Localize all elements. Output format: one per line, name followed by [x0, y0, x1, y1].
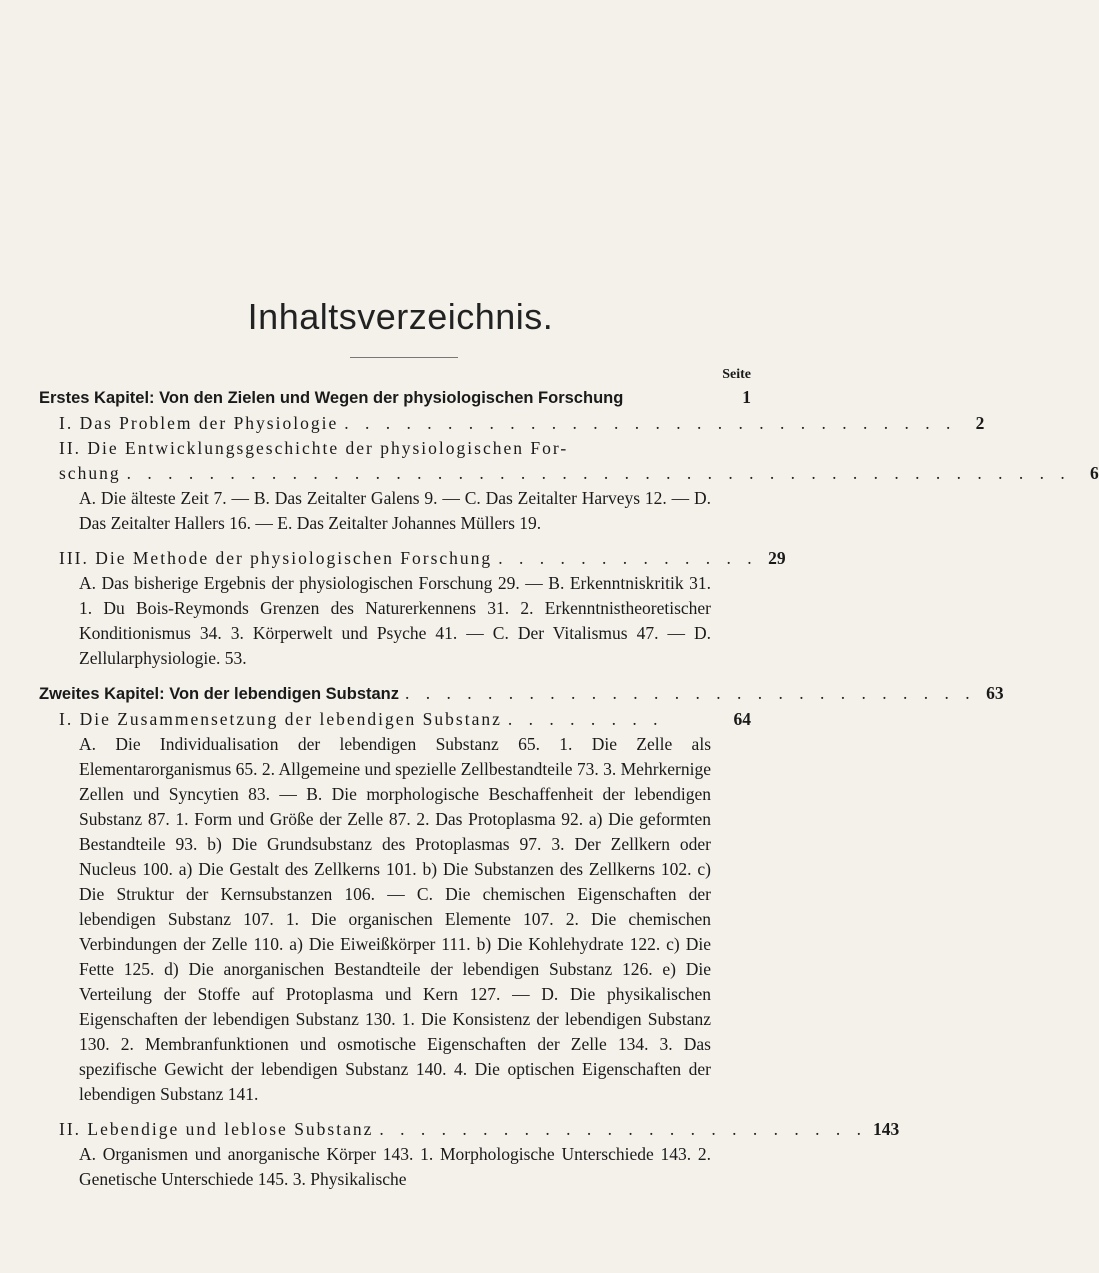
toc-section-1-2-line2: schung . . . . . . . . . . . . . . . . . . . . . . . . . . . . . . . . . . . . . . . . . . . . . . 6	[59, 461, 751, 486]
section-2-1-title: I. Die Zusammensetzung der lebendigen Substanz	[59, 709, 502, 729]
section-2-2-details: A. Organismen und anorganische Körper 143. 1. Morphologische Unterschiede 143. 2. Genetische Unterschiede 145. 3. Physikalische	[79, 1144, 711, 1189]
toc-section-2-2: II. Lebendige und leblose Substanz . . . . . . . . . . . . . . . . . . . . . . . . 143	[59, 1117, 751, 1142]
toc-section-2-1: I. Die Zusammensetzung der lebendigen Substanz . . . . . . . . 64	[59, 707, 751, 732]
toc-chapter-2: Zweites Kapitel: Von der lebendigen Substanz . . . . . . . . . . . . . . . . . . . . . . . . . . . . 63	[39, 681, 751, 707]
toc-chapter-1	[39, 385, 751, 411]
section-2-1-page: 64	[733, 709, 751, 729]
section-2-2-page: 143	[873, 1119, 900, 1139]
section-1-2-page: 6	[1089, 463, 1099, 483]
chapter-1-page: 1	[742, 387, 751, 407]
section-1-1-page: 2	[975, 413, 985, 433]
toc-section-1-2-line1	[59, 436, 751, 461]
chapter-2-page: 63	[986, 683, 1004, 703]
section-1-3-title: III. Die Methode der physiologischen Forschung	[59, 548, 493, 568]
section-2-2-title: II. Lebendige und leblose Substanz	[59, 1119, 374, 1139]
title-divider	[350, 357, 458, 358]
toc-section-1-1: I. Das Problem der Physiologie . . . . . . . . . . . . . . . . . . . . . . . . . . . . . . 2	[59, 411, 751, 436]
section-2-1-details: A. Die Individualisation der lebendigen Substanz 65. 1. Die Zelle als Elementarorganismus 65. 2. Allgemeine und spezielle Zellbestandteile 73. 3. Mehrkernige Zellen und Syncytien 83. — B. Die morphologische Beschaffenheit der lebendigen Substanz 87. 1. Form und Größe der Zelle 87. 2. Das Protoplasma 92. a) Die geformten Bestandteile 93. b) Die Grundsubstanz des Protoplasmas 97. 3. Der Zellkern oder Nucleus 100. a) Die Gestalt des Zellkerns 101. b) Die Substanzen des Zellkerns 102. c) Die Struktur der Kernsubstanzen 106. — C. Die chemischen Eigenschaften der lebendigen Substanz 107. 1. Die organischen Elemente 107. 2. Die chemischen Verbindungen der Zelle 110. a) Die Eiweißkörper 111. b) Die Kohlehydrate 122. c) Die Fette 125. d) Die anorganischen Bestandteile der lebendigen Substanz 126. e) Die Verteilung der Stoffe auf Protoplasma und Kern 127. — D. Die physikalischen Eigenschaften der lebendigen Substanz 130. 1. Die Konsistenz der lebendigen Substanz 130. 2. Membranfunktionen und osmotische Eigenschaften der Zelle 134. 3. Das spezifische Gewicht der lebendigen Substanz 140. 4. Die optischen Eigenschaften der lebendigen Substanz 141.	[79, 734, 711, 1104]
section-1-2-title-line2: schung	[59, 463, 121, 483]
chapter-1-title: Erstes Kapitel: Von den Zielen und Wegen der physiologischen Forschung	[39, 389, 624, 407]
section-1-3-details: A. Das bisherige Ergebnis der physiologischen Forschung 29. — B. Erkenntniskritik 31. 1. Du Bois-Reymonds Grenzen des Naturerkennens 31. 2. Erkenntnistheoretischer Konditionismus 34. 3. Körperwelt und Psyche 41. — C. Der Vitalismus 47. — D. Zellularphysiologie. 53.	[79, 573, 711, 668]
section-1-2-title-line1: II. Die Entwicklungsgeschichte der physiologischen For-	[59, 438, 569, 458]
section-1-2-details: A. Die älteste Zeit 7. — B. Das Zeitalter Galens 9. — C. Das Zeitalter Harveys 12. — D. Das Zeitalter Hallers 16. — E. Das Zeitalter Johannes Müllers 19.	[79, 488, 711, 533]
page-title: Inhaltsverzeichnis.	[247, 296, 554, 337]
seite-label: Seite	[722, 367, 751, 382]
table-of-contents	[39, 385, 1099, 1192]
toc-section-1-3: III. Die Methode der physiologischen Forschung . . . . . . . . . . . . . 29	[59, 546, 751, 571]
chapter-2-title: Zweites Kapitel: Von der lebendigen Substanz	[39, 685, 399, 703]
section-1-3-page: 29	[768, 548, 786, 568]
section-1-1-title: I. Das Problem der Physiologie	[59, 413, 339, 433]
